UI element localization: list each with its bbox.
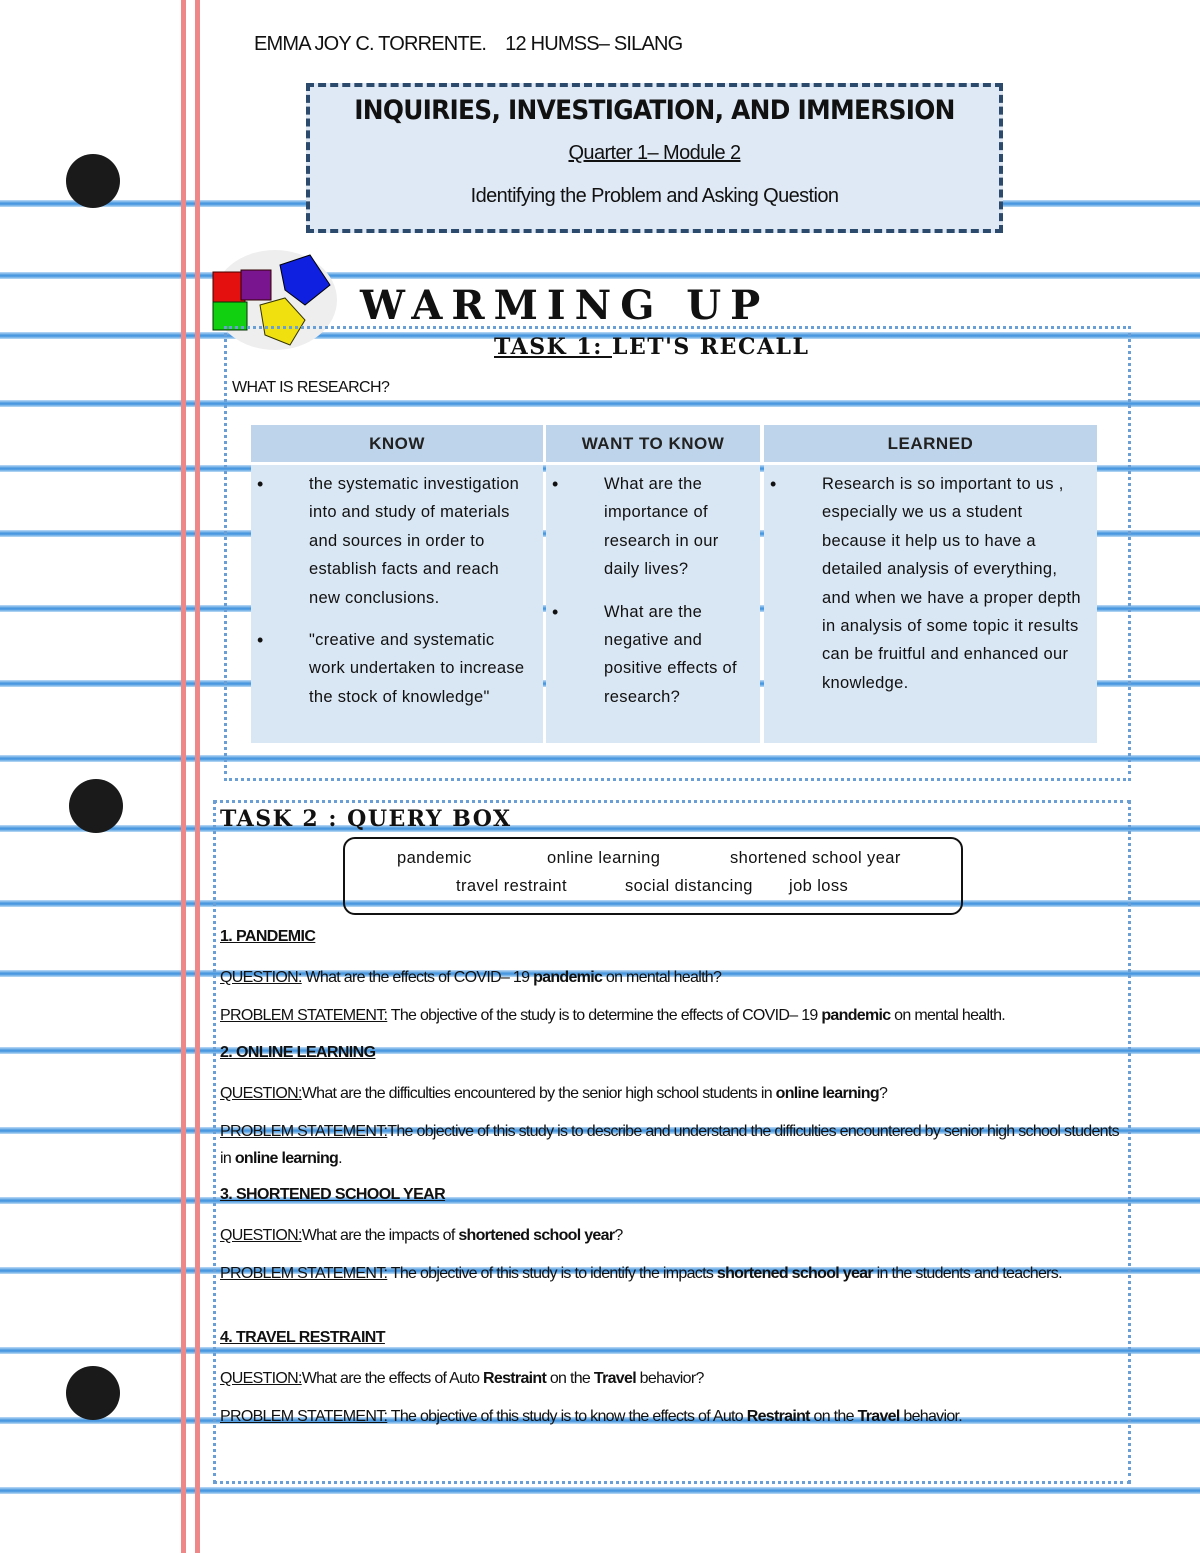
topic-label: Identifying the Problem and Asking Question [470, 185, 839, 207]
text-segment: online learning [775, 1085, 879, 1102]
text-segment: behavior? [635, 1370, 704, 1387]
text-segment: LET'S RECALL [612, 334, 810, 360]
text-segment: on mental health. [890, 1007, 1006, 1024]
item-heading: 2. ONLINE LEARNING [220, 1044, 376, 1061]
text-segment: on the [546, 1370, 594, 1387]
text-segment: The objective of this study is to describe and understand the difficulties encountered by senior high school students in [220, 1123, 1119, 1167]
text-segment: ? [614, 1227, 623, 1244]
text-segment: What are the difficulties encountered by the senior high school students in [301, 1085, 776, 1102]
text-segment: online learning [234, 1150, 339, 1167]
col-header-learned: LEARNED [764, 425, 1097, 462]
item-heading: 1. PANDEMIC [220, 928, 316, 945]
text-segment: What are the effects of COVID– 19 [305, 969, 534, 986]
text-segment: PROBLEM STATEMENT: [220, 1123, 388, 1140]
text-segment: What are the impacts of [301, 1227, 459, 1244]
text-segment: . [338, 1150, 342, 1167]
task1-title [494, 334, 809, 360]
query-word: pandemic [397, 849, 472, 867]
binder-hole [69, 779, 123, 833]
text-segment: pandemic [821, 1007, 891, 1024]
problem-row [220, 1118, 1120, 1172]
text-segment: QUESTION: [220, 1085, 302, 1102]
student-header [254, 33, 682, 56]
text-segment: Travel [593, 1370, 636, 1387]
list-item: • "creative and systematic work undertaken to increase the stock of knowledge" [251, 626, 535, 711]
text-segment: ? [878, 1085, 888, 1102]
text-segment: What are the effects of Auto [301, 1370, 484, 1387]
warming-up-heading: WARMING UP [360, 282, 770, 329]
question-row [220, 964, 1120, 991]
text-segment: QUESTION: [220, 1227, 302, 1244]
text-segment: PROBLEM STATEMENT: [220, 1007, 388, 1024]
text-segment: in the students and teachers. [872, 1265, 1062, 1282]
question-row [220, 1365, 1120, 1392]
text-segment: pandemic [533, 969, 603, 986]
learned-cell [764, 465, 1097, 743]
text-segment: The objective of this study is to know the effects of Auto [390, 1408, 747, 1425]
list-item: • What are the importance of research in our daily lives? [546, 470, 752, 584]
query-word: shortened school year [730, 849, 901, 867]
task2-title: TASK 2 : QUERY BOX [220, 806, 512, 832]
want-cell [546, 465, 760, 743]
problem-row [220, 1260, 1120, 1287]
list-item: • What are the negative and positive effects of research? [546, 598, 752, 712]
query-word: social distancing [625, 877, 753, 895]
text-segment: Restraint [746, 1408, 810, 1425]
research-prompt: WHAT IS RESEARCH? [232, 379, 390, 396]
question-row [220, 1080, 1120, 1107]
text-segment: shortened school year [458, 1227, 615, 1244]
list-item: • Research is so important to us , especially we us a student because it help us to have a detailed analysis of everything, and when we have a proper depth in analysis of some topic it results can be fruitful and enhanced our knowledge. [764, 470, 1089, 697]
student-section: 12 HUMSS– SILANG [505, 33, 683, 55]
text-segment: shortened school year [716, 1265, 873, 1282]
text-segment: Restraint [483, 1370, 547, 1387]
binder-hole [66, 154, 120, 208]
list-item: • the systematic investigation into and study of materials and sources in order to establish facts and reach new conclusions. [251, 470, 535, 612]
binder-hole [66, 1366, 120, 1420]
text-segment: PROBLEM STATEMENT: [220, 1265, 388, 1282]
text-segment: QUESTION: [220, 1370, 302, 1387]
margin-line [195, 0, 200, 1553]
query-word: online learning [547, 849, 661, 867]
query-word: job loss [789, 877, 849, 895]
text-segment: PROBLEM STATEMENT: [220, 1408, 388, 1425]
problem-row [220, 1403, 1120, 1430]
text-segment: TASK 1: [494, 334, 612, 360]
text-segment: on mental health? [602, 969, 722, 986]
text-segment: Travel [857, 1408, 900, 1425]
margin-line [181, 0, 186, 1553]
know-cell [251, 465, 543, 743]
question-row [220, 1222, 1120, 1249]
module-label: Quarter 1– Module 2 [568, 142, 741, 164]
text-segment: The objective of the study is to determine the effects of COVID– 19 [390, 1007, 822, 1024]
student-name: EMMA JOY C. TORRENTE. [254, 33, 487, 55]
text-segment: QUESTION: [220, 969, 302, 986]
col-header-know: KNOW [251, 425, 543, 462]
text-segment: on the [809, 1408, 858, 1425]
problem-row [220, 1002, 1120, 1029]
text-segment: behavior. [899, 1408, 963, 1425]
text-segment: The objective of this study is to identify the impacts [390, 1265, 717, 1282]
col-header-want: WANT TO KNOW [546, 425, 760, 462]
item-heading: 4. TRAVEL RESTRAINT [220, 1329, 385, 1346]
title-box [306, 83, 1003, 233]
subject-title: INQUIRIES, INVESTIGATION, AND IMMERSION [354, 95, 955, 126]
query-word: travel restraint [456, 877, 567, 895]
item-heading: 3. SHORTENED SCHOOL YEAR [220, 1186, 446, 1203]
